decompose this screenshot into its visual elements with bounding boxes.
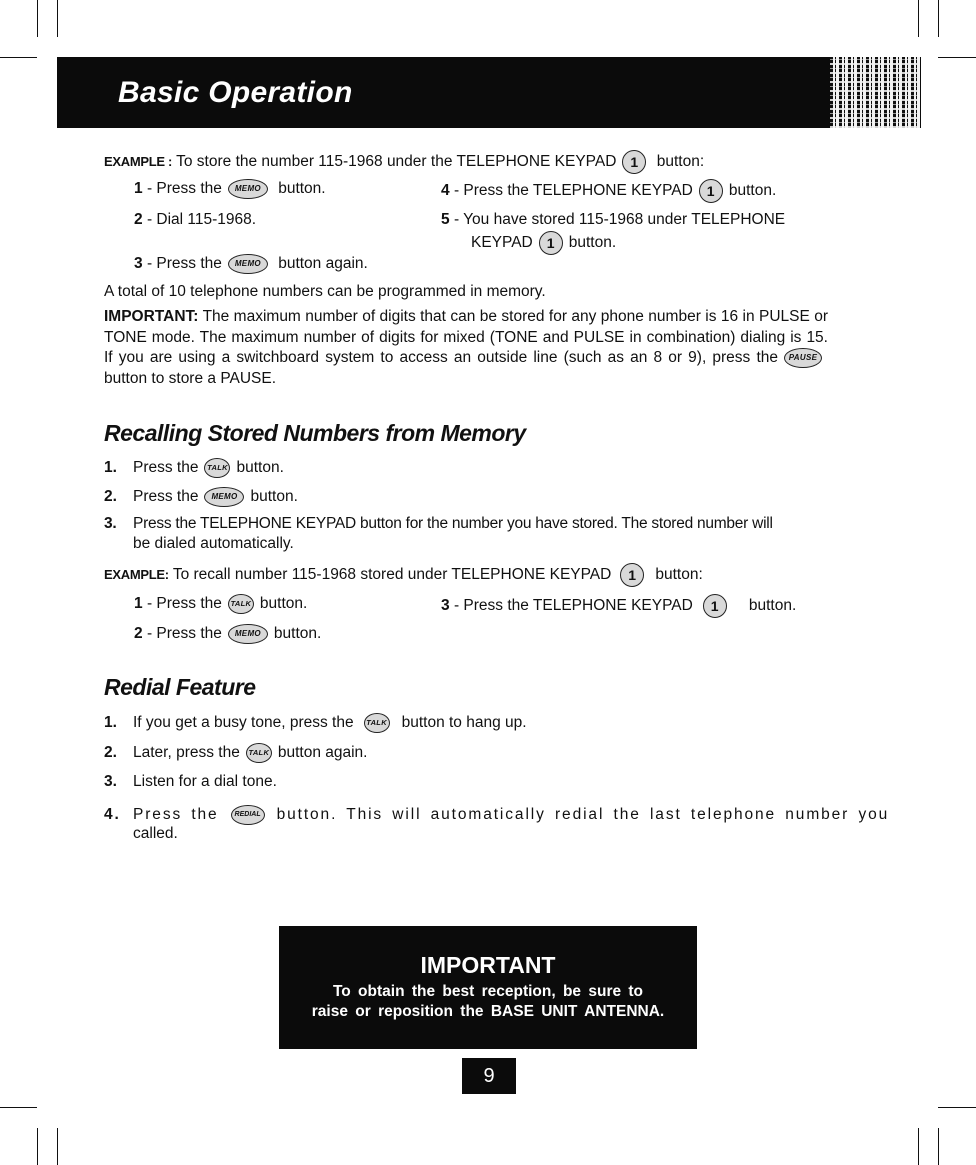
crop-mark bbox=[57, 0, 58, 37]
memo-button-icon: MEMO bbox=[204, 487, 244, 507]
important-paragraph: IMPORTANT: The maximum number of digits that can be stored for any phone number is 16 in PULSE or TONE mode. The maximum number of digits for mixed (TONE and PULSE in combination) dialing is 15. If you are using a switchboard system to access an outside line (such as an 8 or 9), press the PAUSEbutton to store a PAUSE. bbox=[104, 308, 828, 387]
redial-step-3: 3. Listen for a dial tone. bbox=[104, 773, 277, 790]
redial-step-4: 4. Press the REDIAL button. This will automatically redial the last telephone number you bbox=[104, 806, 890, 824]
example-step-5-cont: KEYPAD 1 button. bbox=[471, 231, 616, 255]
recall-example-step-3: 3 - Press the TELEPHONE KEYPAD 1 button. bbox=[441, 594, 796, 618]
crop-mark bbox=[938, 57, 976, 58]
crop-mark bbox=[0, 57, 37, 58]
example-step-4: 4 - Press the TELEPHONE KEYPAD 1 button. bbox=[441, 179, 776, 203]
crop-mark bbox=[918, 1128, 919, 1165]
pause-button-icon: PAUSE bbox=[784, 348, 822, 368]
example-step-5: 5 - You have stored 115-1968 under TELEPHONE bbox=[441, 211, 786, 228]
talk-button-icon: TALK bbox=[204, 458, 230, 478]
example-text: To store the number 115-1968 under the TELEPHONE KEYPAD bbox=[176, 153, 617, 171]
memo-button-icon: MEMO bbox=[228, 254, 268, 274]
page-title: Basic Operation bbox=[118, 76, 353, 109]
example-label: EXAMPLE : bbox=[104, 154, 173, 170]
talk-button-icon: TALK bbox=[364, 713, 390, 733]
crop-mark bbox=[918, 0, 919, 37]
recall-example-step-1: 1 - Press the TALK button. bbox=[134, 595, 308, 613]
important-notice-box bbox=[279, 926, 697, 1049]
talk-button-icon: TALK bbox=[228, 594, 254, 614]
page-number: 9 bbox=[462, 1058, 516, 1094]
section-heading-recall: Recalling Stored Numbers from Memory bbox=[104, 420, 526, 446]
important-text: To obtain the best reception, be sure to raise or reposition the BASE UNIT ANTENNA. bbox=[311, 983, 665, 1020]
crop-mark bbox=[37, 0, 38, 37]
keypad-1-icon: 1 bbox=[703, 594, 727, 618]
crop-mark bbox=[0, 1107, 37, 1108]
recall-example-step-2: 2 - Press the MEMO button. bbox=[134, 625, 322, 643]
crop-mark bbox=[938, 0, 939, 37]
redial-step-4-cont: called. bbox=[133, 825, 178, 842]
redial-step-1: 1. If you get a busy tone, press the TALK button to hang up. bbox=[104, 714, 527, 732]
recall-step-1: 1. Press the TALK button. bbox=[104, 459, 284, 477]
keypad-1-icon: 1 bbox=[622, 150, 646, 174]
talk-button-icon: TALK bbox=[246, 743, 272, 763]
crop-mark bbox=[37, 1128, 38, 1165]
example-step-1: 1 - Press the MEMO button. bbox=[134, 180, 326, 198]
recall-step-2: 2. Press the MEMO button. bbox=[104, 488, 298, 506]
example-step-3: 3 - Press the MEMO button again. bbox=[134, 255, 368, 273]
crop-mark bbox=[938, 1107, 976, 1108]
header-pattern bbox=[830, 57, 920, 128]
crop-mark bbox=[938, 1128, 939, 1165]
keypad-1-icon: 1 bbox=[620, 563, 644, 587]
example-step-2: 2 - Dial 115-1968. bbox=[134, 211, 257, 228]
example-store-line bbox=[104, 150, 704, 174]
redial-step-2: 2. Later, press the TALK button again. bbox=[104, 744, 368, 762]
recall-example-line: EXAMPLE: To recall number 115-1968 stored under TELEPHONE KEYPAD 1 button: bbox=[104, 563, 703, 587]
important-title: IMPORTANT bbox=[420, 952, 556, 978]
total-text: A total of 10 telephone numbers can be programmed in memory. bbox=[104, 283, 546, 300]
redial-button-icon: REDIAL bbox=[231, 805, 265, 825]
crop-mark bbox=[57, 1128, 58, 1165]
memo-button-icon: MEMO bbox=[228, 179, 268, 199]
recall-step-3: 3. Press the TELEPHONE KEYPAD button for the number you have stored. The stored number will bbox=[104, 515, 773, 532]
recall-step-3-cont: be dialed automatically. bbox=[133, 535, 294, 552]
keypad-1-icon: 1 bbox=[539, 231, 563, 255]
memo-button-icon: MEMO bbox=[228, 624, 268, 644]
example-suffix: button: bbox=[656, 153, 705, 171]
keypad-1-icon: 1 bbox=[699, 179, 723, 203]
section-heading-redial: Redial Feature bbox=[104, 674, 256, 700]
